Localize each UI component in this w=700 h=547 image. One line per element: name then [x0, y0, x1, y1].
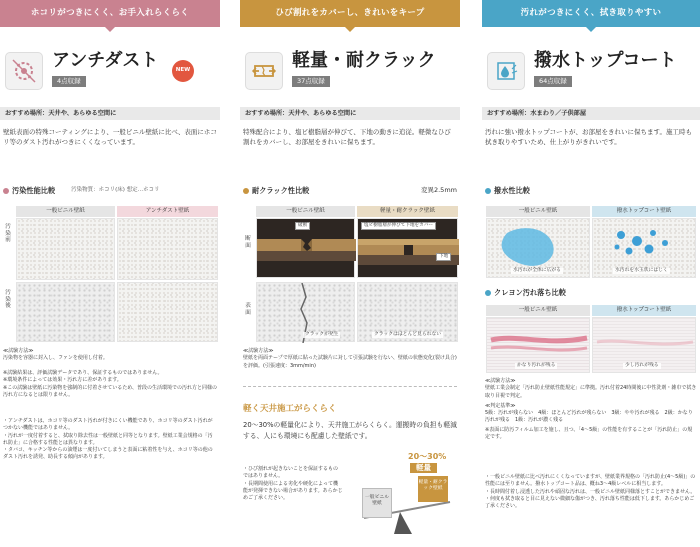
cap-crack-occur: クラックが発生: [305, 331, 339, 337]
crack-head-left: 一般ビニル壁紙: [256, 206, 355, 217]
anti-dust-bullet: ・タバコ、キッチン等からの油煙は一度付いてしまうと表面に粘着性を与え、ホコリ等の他のダスト汚れを誘発、助長する傾向があります。: [3, 447, 213, 461]
anti-dust-section: [3, 186, 160, 196]
water-repellent-banner: 汚れがつきにくく、拭き取りやすい: [482, 0, 700, 27]
anti-dust-row-before: 汚染前: [5, 224, 11, 244]
anti-dust-method: [3, 348, 217, 363]
anti-dust-section-sub: 汚染物質：ホコリ(床) 想定…ホコリ: [71, 187, 160, 194]
anti-dust-method-title: ≪試験方法≫: [3, 348, 34, 354]
water-sample-vinyl: [486, 218, 590, 278]
crack-row-section: 断面: [245, 236, 251, 249]
anti-dust-note: ※試験結果は、評価試験データであり、保証するものではありません。: [3, 370, 163, 376]
tag-broken: 破断: [295, 222, 310, 230]
sample-vinyl-after: [16, 282, 115, 342]
section-dot-icon: [243, 188, 249, 194]
crayon-head-left: 一般ビニル壁紙: [486, 305, 590, 316]
lightweight-text: 20〜30%の軽量化により、天井施工がらくらく。運搬時の負担も軽減する、人にも環境にも配慮した壁紙です。: [243, 421, 457, 440]
tag-base: 下地: [436, 253, 451, 261]
cap-water-spread: 水汚れが全体に広がる: [513, 267, 561, 273]
crack-resist-desc: 特殊配合により、塩ビ樹脂層が伸びて、下地の動きに追従。軽微なひび割れをカバーし、お部屋をきれいに保ちます。: [243, 128, 451, 147]
anti-dust-banner: ホコリがつきにくく、お手入れらくらく: [0, 0, 220, 27]
anti-dust-head-right: アンチダスト壁紙: [117, 206, 218, 217]
water-bullet: ・長時間付着し浸透した汚れや頑固な汚れは、一般ビニル壁紙同様落とすことができません。: [485, 488, 696, 495]
crack-resist-title-row: [245, 52, 436, 90]
crack-surface-resist: [357, 282, 458, 342]
scale-lightweight: 軽量: [410, 463, 437, 473]
anti-dust-title: アンチダスト: [52, 50, 159, 71]
crack-section-vinyl: [256, 218, 355, 278]
water-bullet: ・何度も拭き取ると目に見えない微細な傷がつき、汚れ落ち性能は低下します。あらかじめご了承ください。: [485, 495, 695, 509]
crack-resist-title: 軽量・耐クラック: [292, 50, 436, 71]
water-method-text: 壁紙工業会制定「汚れ防止壁紙性能規定」に準拠。汚れ付着24時間後に中性洗剤・雑巾で拭き取り目視で判定。: [485, 385, 697, 399]
water-head-right: 撥水トップコート壁紙: [592, 206, 696, 217]
anti-dust-note: ※環境条件によっては効果・汚れ方に差があります。: [3, 377, 122, 384]
anti-dust-desc: 壁紙表面の特殊コーティングにより、一般ビニル壁紙に比べ、表面にホコリ等のダスト汚れがつきにくくなっています。: [3, 128, 217, 147]
sample-antidust-before: [117, 218, 218, 280]
water-judge-title: ≪判定基準≫: [485, 402, 516, 409]
water-repellent-column: [482, 0, 700, 547]
tag-stretch: 塩ビ樹脂層が伸びて下地をカバー: [361, 222, 436, 230]
anti-dust-note: ※この試験は壁紙に汚染物を強制的に付着させているため、普段の生活環境での汚れ方と同様の汚れ方になるとは限りません。: [3, 384, 217, 398]
crack-resist-displacement: 変異2.5mm: [420, 186, 457, 195]
anti-dust-column: [0, 0, 220, 547]
lightweight-bullets: [243, 466, 343, 502]
water-drop-icon: [487, 52, 525, 90]
lightweight-bullet: ・ひび割れが起きないことを保証するものではありません。: [243, 466, 339, 480]
scale-left-box: 一般ビニル壁紙: [362, 488, 392, 518]
crack-method-title: ≪試験方法≫: [243, 348, 274, 354]
water-sample-repellent: [592, 218, 696, 278]
anti-dust-section-title: 汚染性能比較: [12, 186, 56, 195]
water-section: [485, 186, 530, 196]
crayon-head-right: 撥水トップコート壁紙: [592, 305, 696, 316]
crack-method-text: 壁紙を両面テープで厚紙に貼った試験片に対して引張試験を行ない、壁紙の状態変化(裂け具合)を評価。(引張速度：3mm/min): [243, 355, 457, 369]
crack-method: [243, 348, 457, 370]
anti-dust-notes: [3, 370, 217, 399]
crack-resist-recommend: おすすめ場所：天井や、あらゆる空間に: [240, 107, 460, 120]
water-section-title: 撥水性比較: [494, 186, 530, 195]
water-repellent-desc: 汚れに強い撥水トップコートが、お部屋をきれいに保ちます。施工時も拭き取りやすいため、仕上がりがきれいです。: [485, 128, 692, 147]
water-repellent-title: 撥水トップコート: [534, 50, 677, 71]
crack-resist-column: [240, 0, 460, 547]
water-note: ※表面に防汚フィルム加工を施し、且つ、「4〜5級」の性能を有することが「汚れ防止」の規定です。: [485, 426, 693, 440]
crayon-sample-vinyl: [486, 317, 590, 373]
water-repellent-recommend: おすすめ場所：水まわり／子供部屋: [482, 107, 700, 120]
crack-resist-section-title: 耐クラック性比較: [252, 186, 310, 195]
crack-surface-vinyl: [256, 282, 355, 342]
cap-crack-none: クラックはほとんど見られない: [374, 331, 442, 337]
anti-dust-recommend: おすすめ場所：天井や、あらゆる空間に: [0, 107, 220, 120]
anti-dust-bullet: ・汚れが一度付着すると、拭取り除去性は一般壁紙と同等となります。壁紙工業会規格の「汚れ防止」に合格する性能とは異なります。: [3, 432, 213, 446]
crack-row-surface: 表面: [245, 303, 251, 316]
crayon-sample-repellent: [592, 317, 696, 373]
anti-dust-head-left: 一般ビニル壁紙: [16, 206, 115, 217]
crack-head-right: 軽量・耐クラック壁紙: [357, 206, 458, 217]
lightweight-bullet: ・長期間使用による劣化や硬化によって機能が発揮できない場合があります。あらかじめご了承ください。: [243, 480, 343, 501]
cap-water-bead: 水汚れを水玉状にはじく: [615, 267, 668, 273]
crayon-section: [485, 288, 566, 298]
water-judge-text: 5級：汚れが残らない 4級：ほとんど汚れが残らない 3級：やや汚れが残る 2級：かなり汚れが残る 1級：汚れが濃く残る: [485, 410, 693, 424]
new-badge: NEW: [172, 60, 194, 82]
anti-dust-row-after: 汚染後: [5, 290, 11, 310]
anti-dust-bullets: [3, 418, 217, 462]
section-dot-icon: [485, 290, 491, 296]
water-method-title: ≪試験方法≫: [485, 378, 516, 384]
crack-resist-section: [243, 186, 457, 196]
crayon-section-title: クレヨン汚れ落ち比較: [494, 288, 566, 297]
section-dot-icon: [485, 188, 491, 194]
cap-crayon-heavy: かなり汚れが残る: [517, 362, 556, 368]
water-repellent-title-row: [487, 52, 677, 90]
anti-dust-count: 4点収録: [52, 76, 86, 87]
water-head-left: 一般ビニル壁紙: [486, 206, 590, 217]
sample-vinyl-before: [16, 218, 115, 280]
crack-resist-count: 37点収録: [292, 76, 330, 87]
lightweight-heading: 軽く天井施工がらくらく: [243, 404, 337, 414]
crack-divider: [243, 386, 457, 387]
section-dot-icon: [3, 188, 9, 194]
anti-dust-method-text: 汚染物を容器に封入し、ファンを使用し付着。: [3, 355, 108, 362]
crack-resist-banner: ひび割れをカバーし、きれいをキープ: [240, 0, 460, 27]
water-bullet: ・一般ビニル壁紙に比べ汚れにくくなっていますが、壁紙業界規格の「汚れ防止(4〜5級)」の性能には至りません。撥水トップコート品は、概ね3〜4級レベルに相当します。: [485, 474, 696, 488]
water-repellent-count: 64点収録: [534, 76, 572, 87]
dust-icon: [5, 52, 43, 90]
anti-dust-bullet: ・アンチダストは、ホコリ等のダスト汚れが付きにくい機能であり、ホコリ等のダスト汚れがつかない機能ではありません。: [3, 418, 213, 432]
crack-icon: [245, 52, 283, 90]
scale-percent: 20〜30%: [408, 452, 447, 461]
anti-dust-title-row: [5, 52, 158, 90]
water-method: [485, 378, 697, 441]
sample-antidust-after: [117, 282, 218, 342]
scale-right-box: 軽量・耐クラック壁紙: [418, 476, 448, 502]
cap-crayon-light: 少し汚れが残る: [625, 362, 659, 368]
weight-scale-illustration: [350, 452, 460, 544]
water-bullets: [485, 474, 697, 510]
crack-section-resist: [357, 218, 458, 278]
